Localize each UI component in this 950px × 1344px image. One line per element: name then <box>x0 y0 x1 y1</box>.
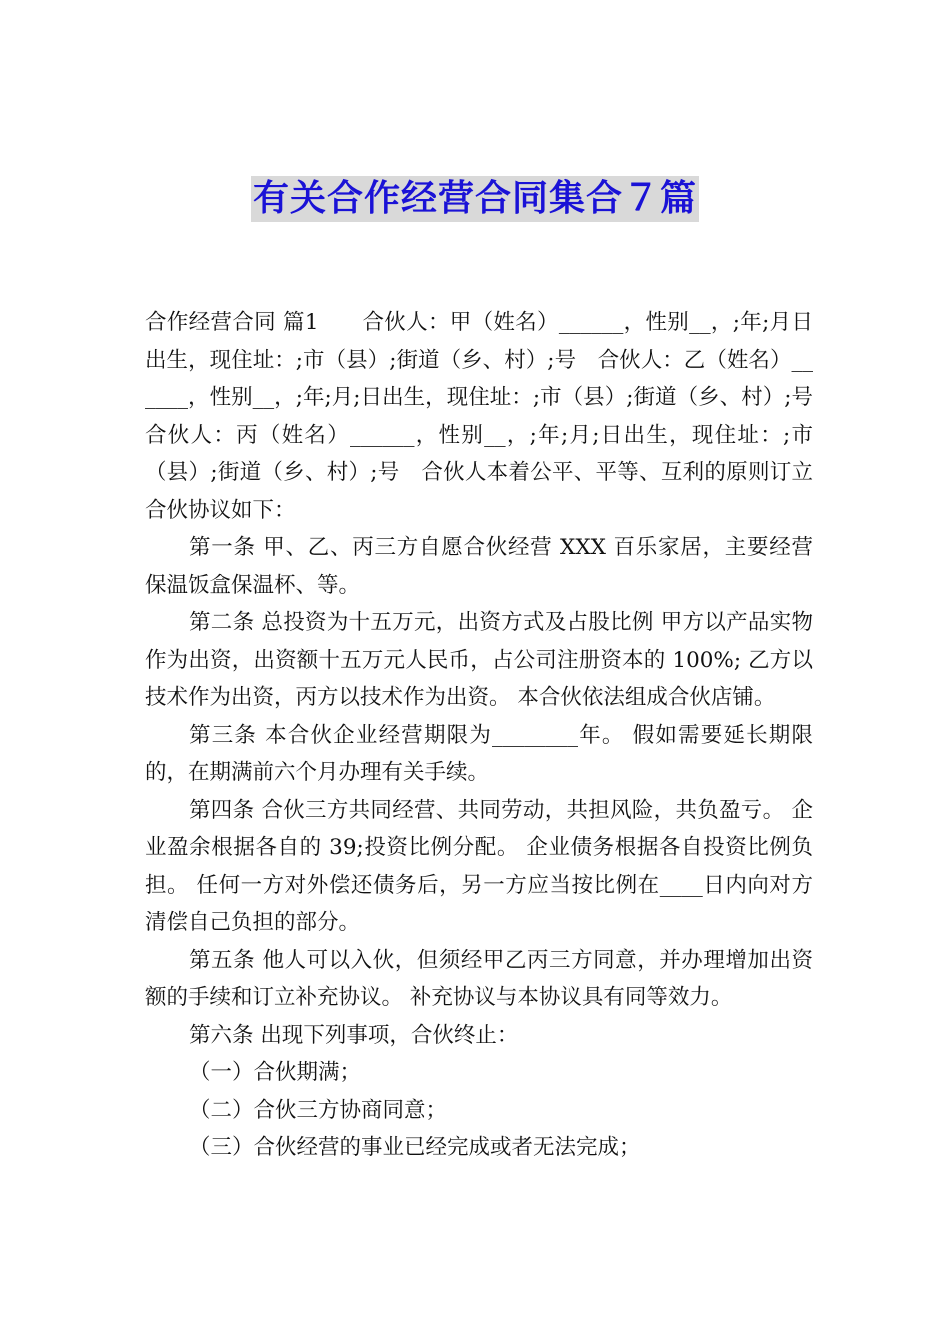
title-container <box>0 176 950 222</box>
paragraph-article-5: 第五条 他人可以入伙，但须经甲乙丙三方同意，并办理增加出资额的手续和订立补充协议。 补充协议与本协议具有同等效力。 <box>145 947 813 1010</box>
document-body <box>145 304 835 1167</box>
document-title: 有关合作经营合同集合７篇 <box>251 176 699 222</box>
paragraph-article-3: 第三条 本合伙企业经营期限为________年。 假如需要延长期限的，在期满前六个月办理有关手续。 <box>145 722 813 785</box>
paragraph-intro: 合作经营合同 篇1 合伙人：甲（姓名）______，性别__，;年;月日出生，现住址：;市（县）;街道（乡、村）;号 合伙人：乙（姓名）______，性别__，;年;月;日出生，现住址：;市（县）;街道（乡、村）;号 合伙人：丙（姓名）______，性别__，;年;月;日出生，现住址：;市（县）;街道（乡、村）;号 合伙人本着公平、平等、互利的原则订立合伙协议如下： <box>145 310 835 523</box>
paragraph-article-1: 第一条 甲、乙、丙三方自愿合伙经营 XXX 百乐家居，主要经营保温饭盒保温杯、等。 <box>145 535 813 598</box>
list-item-3: （三）合伙经营的事业已经完成或者无法完成； <box>189 1135 641 1160</box>
list-item-1: （一）合伙期满； <box>189 1060 362 1085</box>
paragraph-article-4: 第四条 合伙三方共同经营、共同劳动，共担风险，共负盈亏。 企业盈余根据各自的 39;投资比例分配。 企业债务根据各自投资比例负担。 任何一方对外偿还债务后，另一方应当按比例在____日内向对方清偿自己负担的部分。 <box>145 797 813 935</box>
paragraph-article-2: 第二条 总投资为十五万元，出资方式及占股比例 甲方以产品实物作为出资，出资额十五万元人民币，占公司注册资本的 100%; 乙方以技术作为出资，丙方以技术作为出资。 本合伙依法组成合伙店铺。 <box>145 610 813 710</box>
paragraph-article-6: 第六条 出现下列事项，合伙终止： <box>189 1022 519 1048</box>
list-item-2: （二）合伙三方协商同意； <box>189 1097 448 1123</box>
